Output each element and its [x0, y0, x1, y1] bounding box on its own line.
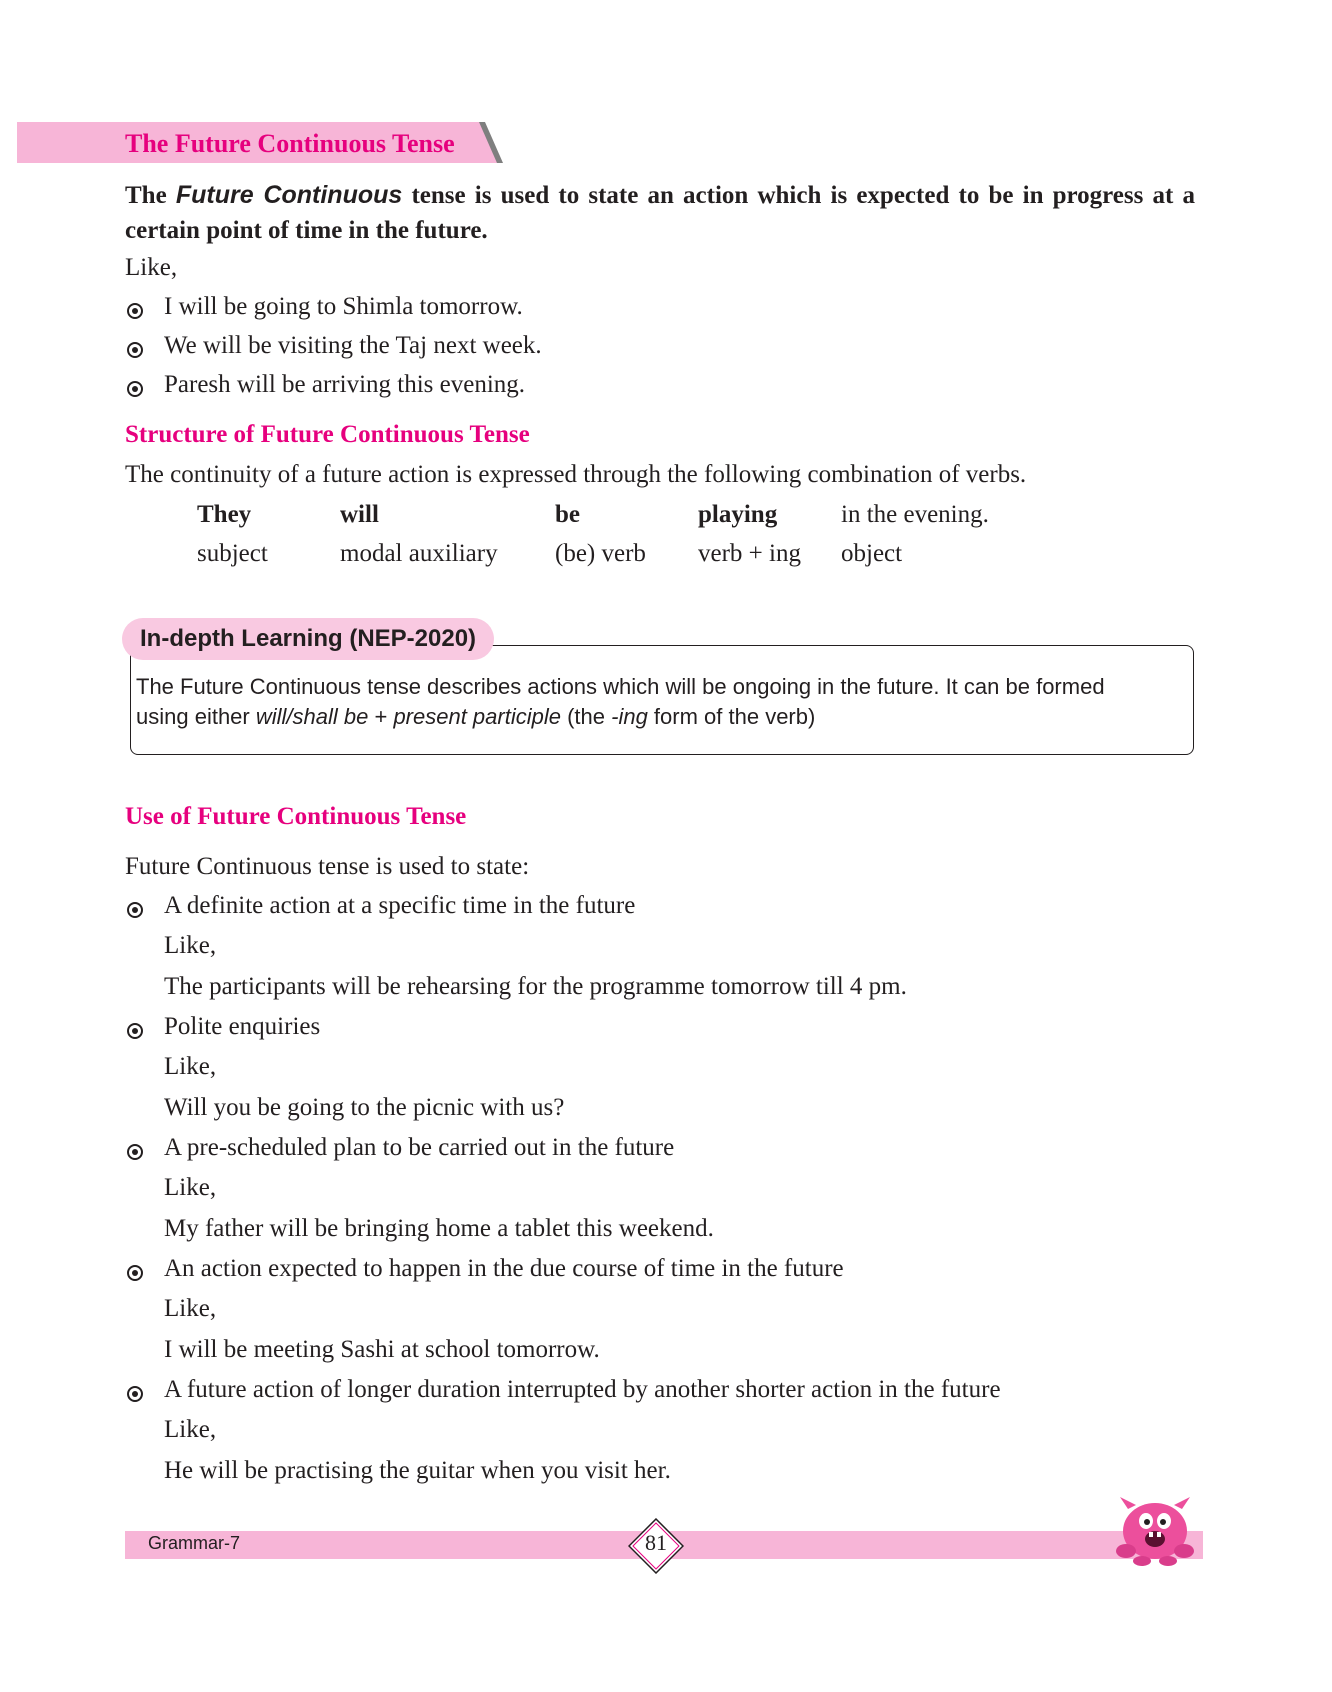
indepth-line-1: The Future Continuous tense describes actions which will be ongoing in the future. It can be formed: [136, 674, 1105, 699]
definition-italic: Future Continuous: [175, 181, 403, 209]
use-point: An action expected to happen in the due course of time in the future: [164, 1255, 844, 1282]
indepth-box: [130, 645, 1194, 755]
use-example: The participants will be rehearsing for the programme tomorrow till 4 pm.: [164, 973, 907, 1000]
structure-word-be: be: [555, 501, 580, 528]
use-point: A definite action at a specific time in the future: [164, 892, 636, 919]
use-like: Like,: [164, 932, 217, 959]
monster-mascot-icon: [1110, 1495, 1200, 1567]
use-like: Like,: [164, 1295, 217, 1322]
use-like: Like,: [164, 1174, 217, 1201]
structure-heading: Structure of Future Continuous Tense: [125, 421, 530, 448]
like-label: Like,: [125, 254, 178, 281]
structure-label-verb: verb + ing: [698, 540, 801, 567]
indepth-tag: In-depth Learning (NEP-2020): [122, 618, 494, 660]
structure-label-modal: modal auxiliary: [340, 540, 498, 567]
use-heading: Use of Future Continuous Tense: [125, 803, 467, 830]
use-example: He will be practising the guitar when you visit her.: [164, 1457, 671, 1484]
use-intro: Future Continuous tense is used to state:: [125, 853, 530, 880]
bullet-icon: [127, 381, 143, 397]
bullet-icon: [127, 303, 143, 319]
definition-text-rest: tense is used to state an action which is expected to be in progress at a certain point of time in the future.: [125, 182, 1195, 244]
structure-label-subject: subject: [197, 540, 268, 567]
use-example: Will you be going to the picnic with us?: [164, 1094, 565, 1121]
example-item: Paresh will be arriving this evening.: [164, 371, 526, 398]
bullet-icon: [127, 902, 143, 918]
example-item: We will be visiting the Taj next week.: [164, 332, 542, 359]
page-number-text: 81: [645, 1530, 667, 1555]
bullet-icon: [127, 1023, 143, 1039]
page-title: The Future Continuous Tense: [125, 129, 455, 158]
use-point: A pre-scheduled plan to be carried out in the future: [164, 1134, 675, 1161]
bullet-icon: [127, 342, 143, 358]
structure-word-modal: will: [340, 501, 379, 528]
use-example: I will be meeting Sashi at school tomorrow.: [164, 1336, 600, 1363]
use-point: Polite enquiries: [164, 1013, 321, 1040]
structure-word-verb: playing: [698, 501, 778, 528]
use-example: My father will be bringing home a tablet this weekend.: [164, 1215, 714, 1242]
use-like: Like,: [164, 1416, 217, 1443]
structure-label-object: object: [841, 540, 903, 567]
section-title-banner: [17, 122, 497, 163]
indepth-line-2: using either will/shall be + present participle (the -ing form of the verb): [136, 704, 816, 729]
use-point: A future action of longer duration interrupted by another shorter action in the future: [164, 1376, 1001, 1403]
bullet-icon: [127, 1144, 143, 1160]
page-number: [628, 1518, 684, 1574]
bullet-icon: [127, 1265, 143, 1281]
definition: [125, 178, 1195, 248]
structure-word-object: in the evening.: [841, 501, 989, 528]
structure-label-be: (be) verb: [555, 540, 646, 567]
use-like: Like,: [164, 1053, 217, 1080]
footer-label: Grammar-7: [148, 1533, 241, 1553]
bullet-icon: [127, 1386, 143, 1402]
structure-word-subject: They: [197, 501, 252, 528]
structure-intro: The continuity of a future action is expressed through the following combination of verbs.: [125, 461, 1027, 488]
example-item: I will be going to Shimla tomorrow.: [164, 293, 523, 320]
definition-text: The: [125, 182, 176, 209]
